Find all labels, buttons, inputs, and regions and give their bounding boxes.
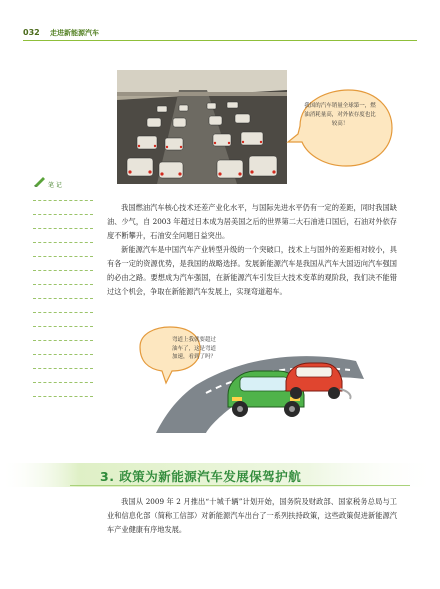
- note-line: [33, 354, 93, 355]
- note-line: [33, 284, 93, 285]
- photo-bubble-text: 我国的汽车销量全球第一，燃油消耗量高，对外依存度也比较高！: [304, 103, 376, 127]
- note-line: [33, 298, 93, 299]
- note-line: [33, 200, 93, 201]
- traffic-jam-photo: [117, 70, 287, 184]
- note-line: [33, 396, 93, 397]
- note-line: [33, 326, 93, 327]
- page-number: 032: [23, 28, 40, 37]
- note-line: [33, 340, 93, 341]
- speech-bubble-photo: [286, 86, 396, 172]
- running-title: 走进新能源汽车: [50, 29, 99, 37]
- section-heading: 3. 政策为新能源汽车发展保驾护航: [100, 469, 302, 484]
- note-line: [33, 256, 93, 257]
- note-line: [33, 312, 93, 313]
- note-line: [33, 214, 93, 215]
- note-line: [33, 368, 93, 369]
- note-line: [33, 242, 93, 243]
- pen-notes-icon: [33, 175, 47, 187]
- note-line: [33, 228, 93, 229]
- cartoon-bubble-text: 弯道上我就要超过油车了，这是弯道加速，看到了吗？: [171, 337, 216, 360]
- section-paragraph: 我国从 2009 年 2 月推出“十城千辆”计划开始，国务院及财政部、国家税务总局与工业和信息化部（简称工信部）对新能源汽车出台了一系列扶持政策，这些政策促进新能源汽车产业健康有序地发展。: [107, 497, 397, 534]
- note-line: [33, 270, 93, 271]
- note-line: [33, 382, 93, 383]
- notes-label: 笔 记: [48, 182, 62, 189]
- body-paragraph-1: 我国燃油汽车核心技术还差产业化水平，与国际先进水平仍有一定的差距，同时我国缺油、少气，自 2003 年超过日本成为居美国之后的世界第二大石油进口国后，石油对外依存度不断攀升，石油安全问题日益突出。: [107, 203, 397, 240]
- body-paragraph-2: 新能源汽车是中国汽车产业转型升级的一个突破口，技术上与国外的差距相对较小，具有各一定的资源优势，是我国的战略选择。发展新能源汽车是我国从汽车大国迈向汽车强国的必由之路。要想成为汽车强国，在新能源汽车引发巨大技术变革的观阶段，我们决不能错过这个机会，争取在新能源汽车发展上，实现弯道超车。: [107, 245, 397, 296]
- header-rule: [23, 40, 417, 41]
